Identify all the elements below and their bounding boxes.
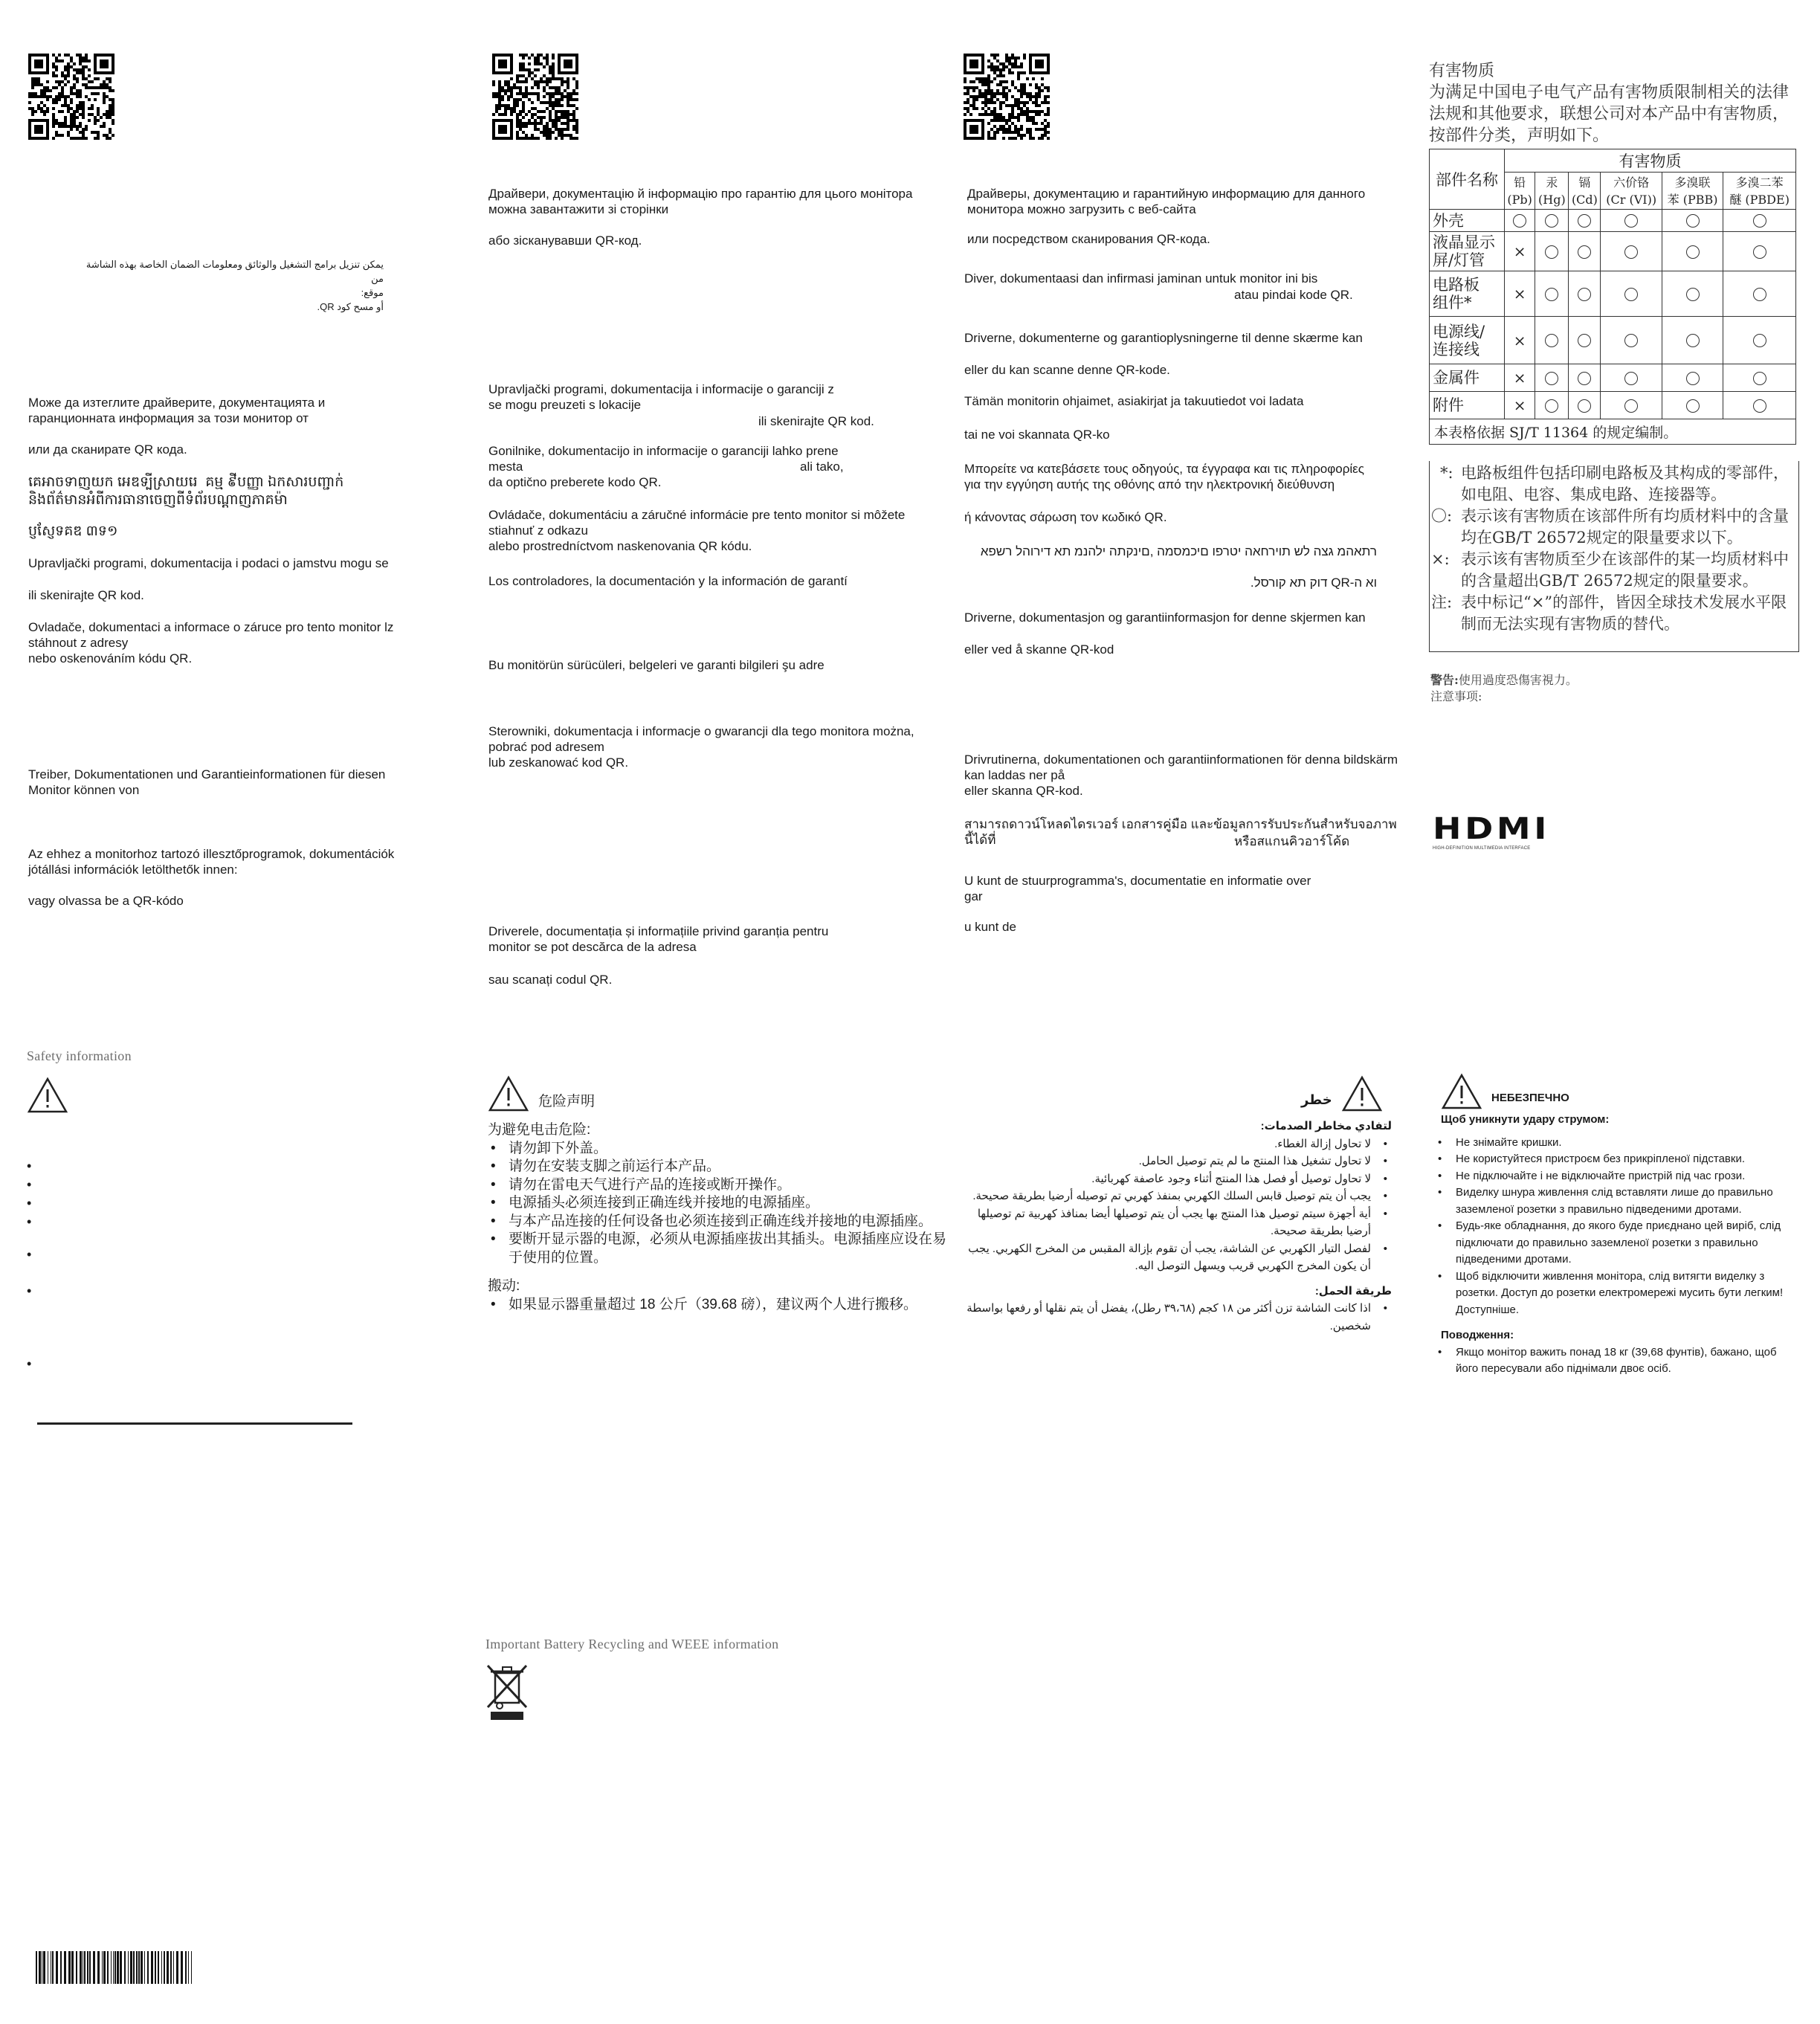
hebrew-scan-text: וא ה-QR דוק תא קורסל. xyxy=(1250,576,1377,590)
rohs-substance-header: 铅 (Pb) xyxy=(1505,173,1535,210)
rohs-exceeds-limit-mark: × xyxy=(1505,392,1535,419)
circle-mark-icon xyxy=(1753,399,1766,413)
russian-download-text: Драйверы, документацию и гарантийную информацию для данного монитора можно загрузить с веб-сайта xyxy=(967,187,1366,216)
rohs-part-name: 金属件 xyxy=(1430,364,1505,392)
german-download-text: Treiber, Dokumentationen und Garantieinformationen für diesen Monitor können von xyxy=(28,767,386,797)
circle-mark-icon xyxy=(1545,334,1558,347)
rohs-part-name: 电源线/ 连接线 xyxy=(1430,317,1505,364)
barcode-bar xyxy=(71,1951,74,1984)
uk-subheading: Щоб уникнути удару струмом: xyxy=(1441,1113,1610,1126)
slovenian-download-text: Gonilnike, dokumentacijo in informacije o garanciji lahko prene mesta xyxy=(488,444,839,474)
hdmi-wordmark: HDMI xyxy=(1433,812,1550,846)
rohs-exceeds-limit-mark: × xyxy=(1505,232,1535,271)
circle-mark-icon xyxy=(1686,288,1700,301)
bosnian-download-text: Upravljački programi, dokumentacija i informacije o garanciji z se mogu preuzeti s lokacije xyxy=(488,382,834,412)
bullet-dot: • xyxy=(27,1158,32,1173)
rohs-below-limit-mark xyxy=(1723,364,1796,392)
indonesian-scan-text: atau pindai kode QR. xyxy=(1234,288,1353,302)
rohs-row xyxy=(1430,271,1796,317)
czech-download-text: Ovladače, dokumentaci a informace o záruce pro tento monitor lz stáhnout z adresy nebo oskenováním kódu QR. xyxy=(28,620,394,665)
barcode-bar xyxy=(173,1951,174,1984)
barcode-bar xyxy=(114,1951,116,1984)
eye-warning-label: 警告: xyxy=(1430,673,1459,687)
barcode-bar xyxy=(164,1951,165,1984)
warning-triangle-icon xyxy=(27,1077,68,1114)
barcode-bar xyxy=(136,1951,138,1984)
circle-mark-icon xyxy=(1578,288,1591,301)
rohs-table xyxy=(1429,149,1796,445)
khmer-download-text: គេអាចទាញយក អេឌទ្បីស្រាយរេ ​ គម្ម ៩ីបញ្ញា ឯកសារបញ្ជាក់ និងព័ត៌មានអំពីការធានាចេញពីទំព័របណ្ដាញភាគម៉ា xyxy=(28,474,344,508)
barcode-bar xyxy=(93,1951,95,1984)
circle-mark-icon xyxy=(1624,334,1638,347)
ar-bullet-item: • أية أجهزة سيتم توصيل هذا المنتج بها يجب أن يتم توصيلها أيضا بمنافذ كهربية تم توصيلها أرضيا بطريقة صحيحة. xyxy=(967,1205,1371,1240)
norwegian-scan-text: eller ved å skanne QR-kod xyxy=(964,642,1114,657)
finnish-scan-text: tai ne voi skannata QR-ko xyxy=(964,428,1110,442)
warning-triangle-icon xyxy=(488,1075,529,1112)
norwegian-download-text: Driverne, dokumentasjon og garantiinformasjon for denne skjermen kan xyxy=(964,610,1366,625)
rohs-below-limit-mark xyxy=(1569,364,1601,392)
circle-mark-icon xyxy=(1686,214,1700,228)
barcode xyxy=(36,1951,196,1984)
polish-download-text: Sterowniki, dokumentacja i informacje o gwarancji dla tego monitora można, pobrać pod adresem lub zeskanować kod QR. xyxy=(488,724,914,770)
rohs-title: 有害物质 xyxy=(1429,62,1495,80)
ar-bullet-list xyxy=(967,1135,1392,1275)
note-o-mark: 〇: xyxy=(1431,507,1453,525)
rohs-header-group: 有害物质 xyxy=(1505,149,1796,173)
circle-mark-icon xyxy=(1753,372,1766,385)
bulgarian-download-text: Може да изтеглите драйверите, документацията и гаранционната информация за този монитор от xyxy=(28,396,326,425)
hebrew-download-text: רתאהמ גצה לש תוירחאה יטרפו םיכמסמה ,םינקתה ילהנמ תא דירוהל רשפא xyxy=(980,544,1377,558)
bulgarian-scan-text: или да сканирате QR кода. xyxy=(28,442,187,457)
rohs-below-limit-mark xyxy=(1662,392,1723,419)
ukrainian-scan-text: або зісканувавши QR-код. xyxy=(488,233,642,248)
divider-line xyxy=(37,1422,352,1425)
ar-bullet-item: • لفصل التيار الكهربي عن الشاشة، يجب أن تقوم بإزالة المقبس من المخرج الكهربي. يجب أن يكون المخرج الكهربي قريب ويسهل التوصل اليه. xyxy=(967,1240,1371,1275)
barcode-bar xyxy=(84,1951,85,1984)
circle-mark-icon xyxy=(1545,288,1558,301)
bullet-dot: • xyxy=(27,1247,32,1262)
barcode-bar xyxy=(170,1951,172,1984)
rohs-below-limit-mark xyxy=(1569,232,1601,271)
warning-triangle-icon xyxy=(1441,1073,1482,1110)
rohs-below-limit-mark xyxy=(1601,392,1662,419)
rohs-header-part: 部件名称 xyxy=(1430,149,1505,210)
circle-mark-icon xyxy=(1686,245,1700,259)
rohs-below-limit-mark xyxy=(1601,210,1662,232)
circle-mark-icon xyxy=(1686,399,1700,413)
hungarian-scan-text: vagy olvassa be a QR-kódo xyxy=(28,894,184,908)
warning-triangle-icon xyxy=(1341,1075,1383,1112)
zh-safety-block xyxy=(488,1121,956,1314)
note-star-mark: *: xyxy=(1440,464,1453,482)
rohs-substance-header: 镉 (Cd) xyxy=(1569,173,1601,210)
barcode-bar xyxy=(52,1951,54,1984)
rohs-below-limit-mark xyxy=(1535,271,1569,317)
greek-download-text: Μπορείτε να κατεβάσετε τους οδηγούς, τα έγγραφα και τις πληροφορίες για την εγγύηση αυτής της οθόνης από την ηλεκτρονική διεύθυνση xyxy=(964,462,1364,492)
barcode-bar xyxy=(103,1951,106,1984)
barcode-bar xyxy=(76,1951,77,1984)
circle-mark-icon xyxy=(1578,334,1591,347)
eye-warning-text: 使用過度恐傷害視力。 xyxy=(1458,673,1578,687)
circle-mark-icon xyxy=(1578,372,1591,385)
circle-mark-icon xyxy=(1753,245,1766,259)
ar-move-heading: طريقة الحمل: xyxy=(1314,1284,1392,1298)
rohs-below-limit-mark xyxy=(1569,210,1601,232)
ar-danger-heading xyxy=(1301,1075,1383,1112)
uk-safety-block xyxy=(1441,1112,1798,1378)
rohs-row xyxy=(1430,364,1796,392)
uk-bullet-list xyxy=(1441,1135,1798,1319)
rohs-exceeds-limit-mark: × xyxy=(1505,364,1535,392)
finnish-download-text: Tämän monitorin ohjaimet, asiakirjat ja takuutiedot voi ladata xyxy=(964,394,1304,408)
hdmi-subtitle: HIGH-DEFINITION MULTIMEDIA INTERFACE xyxy=(1433,846,1531,851)
bullet-dot: • xyxy=(27,1214,32,1229)
barcode-bar xyxy=(181,1951,183,1984)
indonesian-download-text: Diver, dokumentaasi dan infirmasi jaminan untuk monitor ini bis xyxy=(964,271,1318,286)
zh-bullet-item: • 请勿在雷电天气进行产品的连接或断开操作。 xyxy=(509,1176,956,1195)
uk-danger-heading xyxy=(1441,1073,1569,1110)
hdmi-logo xyxy=(1433,814,1561,851)
uk-bullet-item: • Виделку шнура живлення слід вставляти лише до правильно заземленої розетки з правильно підведеними дротами. xyxy=(1456,1185,1798,1218)
rohs-below-limit-mark xyxy=(1505,210,1535,232)
ar-bullet-item: • لا تحاول تشغيل هذا المنتج ما لم يتم توصيل الحامل. xyxy=(967,1153,1371,1170)
barcode-bar xyxy=(130,1951,132,1984)
rohs-substance-header: 多溴联 苯 (PBB) xyxy=(1662,173,1723,210)
barcode-bar xyxy=(60,1951,62,1984)
rohs-below-limit-mark xyxy=(1601,364,1662,392)
barcode-bar xyxy=(124,1951,126,1984)
rohs-below-limit-mark xyxy=(1601,317,1662,364)
rohs-below-limit-mark xyxy=(1535,317,1569,364)
slovenian-scan-text: da optično preberete kodo QR. xyxy=(488,475,662,489)
note-o-text: 表示该有害物质在该部件所有均质材料中的含量均在GB/T 26572规定的限量要求以下。 xyxy=(1461,507,1789,547)
barcode-bar xyxy=(39,1951,41,1984)
thai-scan-text: หรือสแกนคิวอาร์โค้ด xyxy=(1234,834,1350,848)
rohs-part-name: 液晶显示 屏/灯管 xyxy=(1430,232,1505,271)
rohs-part-name: 附件 xyxy=(1430,392,1505,419)
qr-code xyxy=(964,54,1050,140)
barcode-bar xyxy=(128,1951,129,1984)
rohs-below-limit-mark xyxy=(1601,232,1662,271)
ar-bullet-item: • لا تحاول توصيل أو فصل هذا المنتج أثناء وجود عاصفة كهربائية. xyxy=(967,1170,1371,1188)
qr-code xyxy=(28,54,114,140)
barcode-bar xyxy=(144,1951,145,1984)
circle-mark-icon xyxy=(1753,288,1766,301)
circle-mark-icon xyxy=(1513,214,1526,228)
circle-mark-icon xyxy=(1686,334,1700,347)
uk-move-heading: Поводження: xyxy=(1441,1329,1514,1341)
zh-danger-heading xyxy=(488,1075,595,1112)
barcode-bar xyxy=(43,1951,45,1984)
barcode-bar xyxy=(117,1951,119,1984)
circle-mark-icon xyxy=(1578,399,1591,413)
barcode-bar xyxy=(89,1951,91,1984)
spanish-download-text: Los controladores, la documentación y la información de garantí xyxy=(488,574,848,588)
barcode-bar xyxy=(161,1951,162,1984)
rohs-below-limit-mark xyxy=(1662,364,1723,392)
circle-mark-icon xyxy=(1686,372,1700,385)
rohs-substance-header: 汞 (Hg) xyxy=(1535,173,1569,210)
rohs-below-limit-mark xyxy=(1662,210,1723,232)
barcode-bar xyxy=(188,1951,189,1984)
rohs-below-limit-mark xyxy=(1601,271,1662,317)
rohs-below-limit-mark xyxy=(1662,271,1723,317)
barcode-bar xyxy=(113,1951,114,1984)
circle-mark-icon xyxy=(1624,399,1638,413)
hungarian-download-text: Az ehhez a monitorhoz tartozó illesztőprogramok, dokumentációk jótállási információk letölthetők innen: xyxy=(28,847,395,877)
rohs-below-limit-mark xyxy=(1569,271,1601,317)
barcode-bar xyxy=(68,1951,71,1984)
zh-bullet-item: • 与本产品连接的任何设备也必须连接到正确连线并接地的电源插座。 xyxy=(509,1213,956,1231)
slovenian-mid-text: ali tako, xyxy=(800,460,844,474)
barcode-bar xyxy=(185,1951,187,1984)
rohs-part-name: 电路板 组件* xyxy=(1430,271,1505,317)
barcode-bar xyxy=(158,1951,159,1984)
zh-move-item: • 如果显示器重量超过 18 公斤（39.68 磅），建议两个人进行搬移。 xyxy=(509,1296,956,1315)
barcode-bar xyxy=(36,1951,37,1984)
rohs-below-limit-mark xyxy=(1535,210,1569,232)
rohs-row xyxy=(1430,392,1796,419)
rohs-exceeds-limit-mark: × xyxy=(1505,317,1535,364)
safety-title: Safety information xyxy=(27,1048,132,1063)
rohs-exceeds-limit-mark: × xyxy=(1505,271,1535,317)
note-z-text: 表中标记“×”的部件，皆因全球技术发展水平限制而无法实现有害物质的替代。 xyxy=(1461,593,1787,633)
rohs-below-limit-mark xyxy=(1723,392,1796,419)
rohs-below-limit-mark xyxy=(1569,317,1601,364)
zh-bullet-list xyxy=(488,1140,956,1268)
rohs-below-limit-mark xyxy=(1535,392,1569,419)
dutch-download-text: U kunt de stuurprogramma's, documentatie en informatie over gar xyxy=(964,874,1311,903)
barcode-bar xyxy=(120,1951,122,1984)
rohs-below-limit-mark xyxy=(1723,232,1796,271)
ar-bullet-item: • يجب أن يتم توصيل قابس السلك الكهربي بمنفذ كهربي تم توصيله أرضيا بطريقة صحيحة. xyxy=(967,1187,1371,1205)
battery-title: Important Battery Recycling and WEEE information xyxy=(485,1637,779,1651)
rohs-part-name: 外壳 xyxy=(1430,210,1505,232)
circle-mark-icon xyxy=(1545,245,1558,259)
ar-subheading: لتفادي مخاطر الصدمات: xyxy=(1260,1120,1392,1132)
ar-bullet-item: • لا تحاول إزالة الغطاء. xyxy=(967,1135,1371,1153)
barcode-bar xyxy=(141,1951,143,1984)
khmer-scan-text: ប្ញស្ញែទគឌ ៣ទ១ xyxy=(28,523,118,539)
rohs-below-limit-mark xyxy=(1535,232,1569,271)
rohs-below-limit-mark xyxy=(1569,392,1601,419)
uk-danger-title: НЕБЕЗПЕЧНО xyxy=(1491,1091,1569,1104)
bullet-dot: • xyxy=(27,1196,32,1211)
rohs-intro: 为满足中国电子电气产品有害物质限制相关的法律法规和其他要求，联想公司对本产品中有害物质，按部件分类，声明如下。 xyxy=(1429,83,1790,145)
uk-bullet-item: • Щоб відключити живлення монітора, слід витягти виделку з розетки. Доступ до розетки електромережі мусить бути легким! Доступніше. xyxy=(1456,1269,1798,1319)
swedish-download-text: Drivrutinerna, dokumentationen och garantiinformationen för denna bildskärm kan laddas ner på eller skanna QR-kod. xyxy=(964,752,1398,798)
croatian-scan-text: ili skenirajte QR kod. xyxy=(28,588,144,602)
slovak-download-text: Ovládače, dokumentáciu a záručné informácie pre tento monitor si môžete stiahnuť z odkazu alebo prostredníctvom naskenovania QR kódu. xyxy=(488,508,906,553)
circle-mark-icon xyxy=(1545,372,1558,385)
barcode-bar xyxy=(151,1951,153,1984)
zh-subheading: 为避免电击危险: xyxy=(488,1122,591,1138)
circle-mark-icon xyxy=(1624,214,1638,228)
rohs-notice: 注意事项: xyxy=(1430,689,1482,703)
note-x-mark: ×: xyxy=(1431,550,1450,568)
eye-warning xyxy=(1430,671,1578,688)
thai-download-text: สามารถดาวน์โหลดไดรเวอร์ เอกสารคู่มือ และข้อมูลการรับประกันสำหรับจอภาพนี้ได้ที่ xyxy=(964,817,1397,847)
uk-bullet-item: • Не підключайте і не відключайте пристрій під час грози. xyxy=(1456,1168,1798,1185)
rohs-below-limit-mark xyxy=(1535,364,1569,392)
qr-code xyxy=(492,54,578,140)
ukrainian-download-text: Драйвери, документацію й інформацію про гарантію для цього монітора можна завантажити зі сторінки xyxy=(488,187,913,216)
barcode-bar xyxy=(102,1951,103,1984)
rohs-below-limit-mark xyxy=(1662,317,1723,364)
ar-danger-title: خطر xyxy=(1301,1092,1332,1107)
circle-mark-icon xyxy=(1624,288,1638,301)
barcode-bar xyxy=(64,1951,66,1984)
rohs-below-limit-mark xyxy=(1662,232,1723,271)
barcode-bar xyxy=(80,1951,82,1984)
rohs-notes xyxy=(1429,461,1799,652)
uk-bullet-item: • Не знімайте кришки. xyxy=(1456,1135,1798,1152)
rohs-footer: 本表格依据 SJ/T 11364 的规定编制。 xyxy=(1430,419,1796,445)
zh-move-heading: 搬动: xyxy=(488,1278,520,1294)
zh-bullet-item: • 要断开显示器的电源，必须从电源插座拔出其插头。电源插座应设在易于使用的位置。 xyxy=(509,1231,956,1267)
zh-bullet-item: • 电源插头必须连接到正确连线并接地的电源插座。 xyxy=(509,1194,956,1213)
circle-mark-icon xyxy=(1545,399,1558,413)
arabic-download-text: يمكن تنزيل برامج التشغيل والوثائق ومعلومات الضمان الخاصة بهذه الشاشة من موقع: أو مسح كود QR. xyxy=(85,259,384,312)
barcode-bar xyxy=(138,1951,140,1984)
rohs-below-limit-mark xyxy=(1723,210,1796,232)
circle-mark-icon xyxy=(1578,214,1591,228)
rohs-substance-header: 六价铬 (Cr (VI)) xyxy=(1601,173,1662,210)
circle-mark-icon xyxy=(1624,372,1638,385)
circle-mark-icon xyxy=(1753,214,1766,228)
zh-danger-title: 危险声明 xyxy=(538,1093,596,1109)
barcode-bar xyxy=(176,1951,178,1984)
romanian-download-text: Driverele, documentația și informațiile privind garanția pentru monitor se pot descărca de la adresa xyxy=(488,924,829,954)
uk-move-item: • Якщо монітор важить понад 18 кг (39,68 фунтів), бажано, щоб його пересували або піднімали двоє осіб. xyxy=(1456,1344,1798,1378)
bullet-dot: • xyxy=(27,1356,32,1371)
rohs-below-limit-mark xyxy=(1723,271,1796,317)
barcode-bar xyxy=(87,1951,88,1984)
note-z-mark: 注: xyxy=(1431,593,1453,611)
ar-safety-block xyxy=(967,1118,1392,1335)
rohs-row xyxy=(1430,317,1796,364)
barcode-bar xyxy=(107,1951,109,1984)
turkish-download-text: Bu monitörün sürücüleri, belgeleri ve garanti bilgileri şu adre xyxy=(488,658,825,672)
dutch-scan-text: u kunt de xyxy=(964,920,1016,934)
uk-bullet-item: • Будь-яке обладнання, до якого буде приєднано цей виріб, слід підключати до правильно заземленої розетки з правильно підведеними дротами. xyxy=(1456,1218,1798,1269)
circle-mark-icon xyxy=(1545,214,1558,228)
note-star-text: 电路板组件包括印刷电路板及其构成的零部件，如电阻、电容、集成电路、连接器等。 xyxy=(1461,464,1789,503)
rohs-below-limit-mark xyxy=(1723,317,1796,364)
barcode-bar xyxy=(133,1951,135,1984)
barcode-bar xyxy=(111,1951,112,1984)
russian-scan-text: или посредством сканирования QR-кода. xyxy=(967,232,1210,246)
greek-scan-text: ή κάνοντας σάρωση τον κωδικό QR. xyxy=(964,510,1167,524)
danish-download-text: Driverne, dokumenterne og garantioplysningerne til denne skærme kan xyxy=(964,331,1363,345)
rohs-substance-header: 多溴二苯 醚 (PBDE) xyxy=(1723,173,1796,210)
zh-bullet-item: • 请勿卸下外盖。 xyxy=(509,1140,956,1158)
barcode-bar xyxy=(56,1951,58,1984)
barcode-bar xyxy=(155,1951,156,1984)
circle-mark-icon xyxy=(1753,334,1766,347)
bullet-dot: • xyxy=(27,1177,32,1192)
rohs-row xyxy=(1430,210,1796,232)
danish-scan-text: eller du kan scanne denne QR-kode. xyxy=(964,363,1170,377)
note-x-text: 表示该有害物质至少在该部件的某一均质材料中的含量超出GB/T 26572规定的限量要求。 xyxy=(1461,550,1789,590)
rohs-row xyxy=(1430,232,1796,271)
croatian-download-text: Upravljački programi, dokumentacija i podaci o jamstvu mogu se xyxy=(28,556,389,570)
circle-mark-icon xyxy=(1624,245,1638,259)
zh-bullet-item: • 请勿在安装支脚之前运行本产品。 xyxy=(509,1158,956,1176)
barcode-bar xyxy=(147,1951,149,1984)
romanian-scan-text: sau scanați codul QR. xyxy=(488,973,613,987)
ar-move-item: • اذا كانت الشاشة تزن أكثر من ١٨ كجم (٣٩،٦٨ رطل)، يفضل أن يتم نقلها أو رفعها بواسطة شخصين. xyxy=(967,1300,1371,1335)
circle-mark-icon xyxy=(1578,245,1591,259)
weee-bin-icon xyxy=(485,1663,529,1722)
barcode-bar xyxy=(191,1951,192,1984)
bullet-dot: • xyxy=(27,1283,32,1298)
uk-bullet-item: • Не користуйтеся пристроєм без прикріпленої підставки. xyxy=(1456,1151,1798,1168)
bosnian-scan-text: ili skenirajte QR kod. xyxy=(758,414,874,428)
barcode-bar xyxy=(167,1951,169,1984)
barcode-bar xyxy=(97,1951,100,1984)
